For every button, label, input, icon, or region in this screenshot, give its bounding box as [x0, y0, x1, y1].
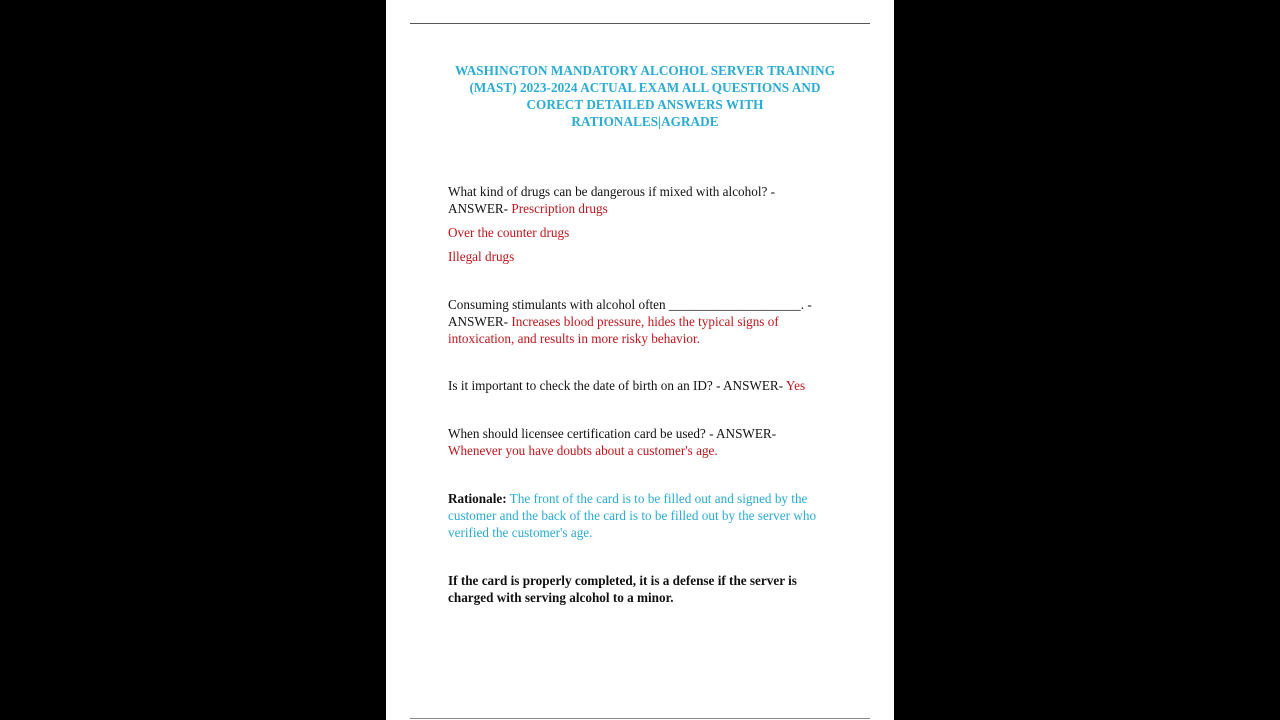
- rationale-text: The front of the card is to be filled out and signed by the: [509, 491, 808, 506]
- question-text: What kind of drugs can be dangerous if mixed with alcohol? -: [448, 184, 776, 199]
- question-text: Consuming stimulants with alcohol often ____________________. -: [448, 297, 812, 312]
- question-text: When should licensee certification card be used? - ANSWER-: [448, 426, 777, 441]
- rationale-text: verified the customer's age.: [448, 525, 593, 540]
- rationale-label: Rationale:: [448, 491, 507, 506]
- document-title: [440, 62, 850, 130]
- answer-label: ANSWER-: [448, 201, 509, 216]
- title-line: (MAST) 2023-2024 ACTUAL EXAM ALL QUESTIONS AND: [469, 80, 821, 95]
- header-rule: [410, 23, 870, 24]
- answer-text: intoxication, and results in more risky behavior.: [448, 331, 700, 346]
- qa-item-dob: [448, 377, 838, 394]
- answer-text: Yes: [785, 378, 806, 393]
- answer-label: ANSWER-: [448, 314, 509, 329]
- rationale-text: customer and the back of the card is to be filled out by the server who: [448, 508, 817, 523]
- question-text: Is it important to check the date of birth on an ID? - ANSWER-: [448, 378, 784, 393]
- qa-item-drugs: [448, 183, 838, 217]
- answer-text: Increases blood pressure, hides the typical signs of: [511, 314, 779, 329]
- note-text: charged with serving alcohol to a minor.: [448, 590, 674, 605]
- title-line: RATIONALES|AGRADE: [571, 114, 719, 129]
- qa-item-certification-card: [448, 425, 838, 459]
- title-line: WASHINGTON MANDATORY ALCOHOL SERVER TRAINING: [454, 63, 836, 78]
- answer-text: Over the counter drugs: [448, 225, 570, 240]
- footer-rule: [410, 718, 870, 719]
- answer-text: Prescription drugs: [511, 201, 608, 216]
- title-line: CORECT DETAILED ANSWERS WITH: [526, 97, 764, 112]
- rationale: [448, 490, 838, 541]
- answer-text: Whenever you have doubts about a customer's age.: [448, 443, 718, 458]
- defense-note: [448, 572, 838, 606]
- answer-text: Illegal drugs: [448, 249, 515, 264]
- document-page: [386, 0, 894, 720]
- note-text: If the card is properly completed, it is a defense if the server is: [448, 573, 797, 588]
- qa-item-stimulants: [448, 296, 838, 347]
